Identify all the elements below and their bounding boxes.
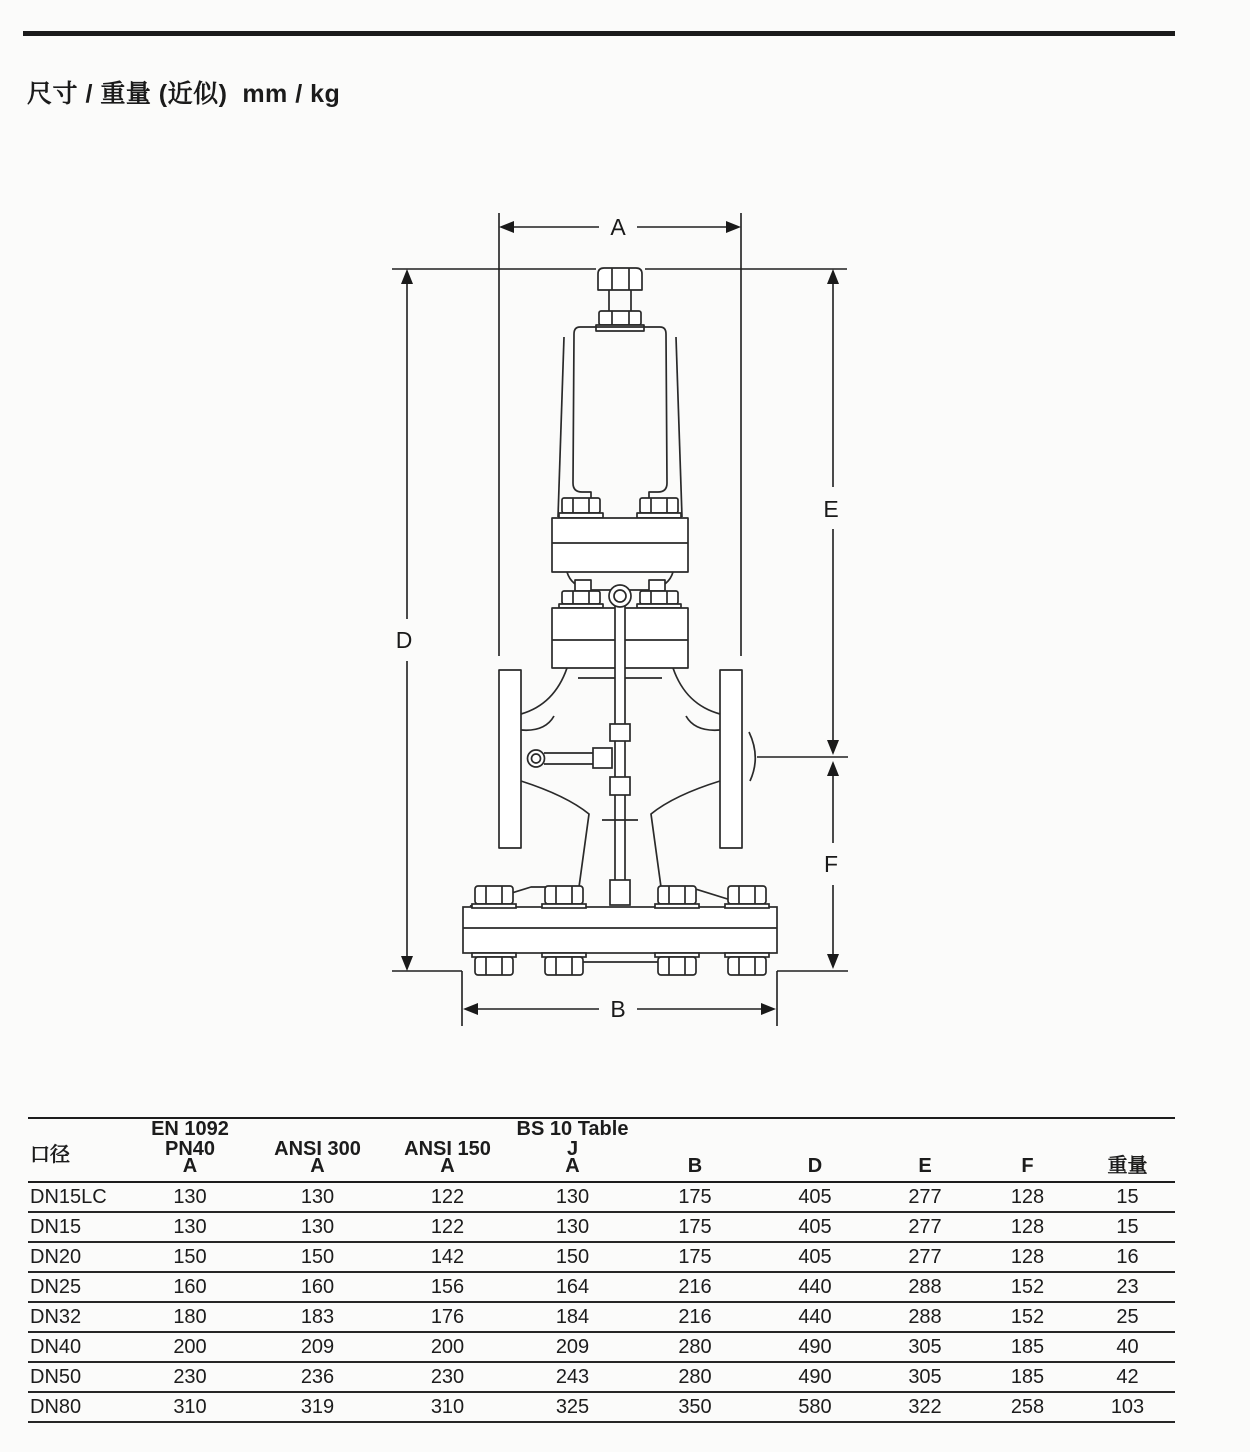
value-cell: 277 xyxy=(908,1246,942,1268)
value-cell: 209 xyxy=(555,1336,590,1358)
value-cell: 128 xyxy=(1010,1186,1045,1208)
value-cell: 243 xyxy=(555,1366,590,1388)
value-cell: 175 xyxy=(678,1246,712,1268)
size-cell: DN80 xyxy=(30,1396,82,1418)
value-cell: 15 xyxy=(1116,1186,1139,1208)
value-cell: 160 xyxy=(173,1276,207,1298)
value-cell: 209 xyxy=(300,1336,335,1358)
group-header-bs10: BS 10 Table J xyxy=(516,1118,629,1160)
size-cell: DN25 xyxy=(30,1276,82,1298)
value-cell: 305 xyxy=(908,1366,942,1388)
value-cell: 130 xyxy=(173,1216,207,1238)
table-row xyxy=(28,1303,1175,1333)
value-cell: 40 xyxy=(1116,1336,1139,1358)
value-cell: 350 xyxy=(678,1396,712,1418)
value-cell: 490 xyxy=(798,1366,832,1388)
value-cell: 150 xyxy=(173,1246,207,1268)
value-cell: 440 xyxy=(798,1306,832,1328)
value-cell: 230 xyxy=(173,1366,207,1388)
value-cell: 277 xyxy=(908,1216,942,1238)
group-header-ansi150: ANSI 150 xyxy=(404,1138,491,1160)
size-cell: DN50 xyxy=(30,1366,82,1388)
top-rule xyxy=(23,31,1175,36)
table-row xyxy=(28,1333,1175,1363)
value-cell: 236 xyxy=(300,1366,335,1388)
value-cell: 164 xyxy=(555,1276,590,1298)
size-cell: DN32 xyxy=(30,1306,82,1328)
column-header-a3: A xyxy=(440,1154,455,1177)
dimensions-table xyxy=(28,1117,1175,1423)
value-cell: 280 xyxy=(678,1336,712,1358)
value-cell: 25 xyxy=(1116,1306,1139,1328)
value-cell: 230 xyxy=(430,1366,465,1388)
value-cell: 130 xyxy=(173,1186,207,1208)
value-cell: 216 xyxy=(678,1276,712,1298)
value-cell: 176 xyxy=(430,1306,465,1328)
value-cell: 130 xyxy=(300,1216,335,1238)
value-cell: 122 xyxy=(430,1216,465,1238)
value-cell: 200 xyxy=(173,1336,207,1358)
value-cell: 152 xyxy=(1010,1276,1045,1298)
value-cell: 440 xyxy=(798,1276,832,1298)
value-cell: 319 xyxy=(300,1396,335,1418)
group-header-en1092: EN 1092 PN40 xyxy=(151,1118,229,1160)
value-cell: 325 xyxy=(555,1396,590,1418)
value-cell: 490 xyxy=(798,1336,832,1358)
table-row xyxy=(28,1273,1175,1303)
table-row xyxy=(28,1363,1175,1393)
value-cell: 142 xyxy=(430,1246,465,1268)
column-header-a4: A xyxy=(565,1154,580,1177)
dim-label-e: E xyxy=(823,496,839,522)
column-header-weight: 重量 xyxy=(1107,1154,1148,1177)
value-cell: 150 xyxy=(300,1246,335,1268)
value-cell: 580 xyxy=(798,1396,832,1418)
valve-technical-drawing xyxy=(370,195,880,1055)
column-header-e: E xyxy=(918,1154,932,1177)
value-cell: 130 xyxy=(555,1216,590,1238)
column-header-d: D xyxy=(807,1154,823,1177)
table-row xyxy=(28,1393,1175,1423)
value-cell: 160 xyxy=(300,1276,335,1298)
value-cell: 16 xyxy=(1116,1246,1139,1268)
column-header-f: F xyxy=(1021,1154,1034,1177)
value-cell: 277 xyxy=(908,1186,942,1208)
column-header-a1: A xyxy=(182,1154,198,1177)
column-header-a2: A xyxy=(310,1154,325,1177)
value-cell: 180 xyxy=(173,1306,207,1328)
size-cell: DN40 xyxy=(30,1336,82,1358)
value-cell: 130 xyxy=(555,1186,590,1208)
value-cell: 175 xyxy=(678,1216,712,1238)
value-cell: 280 xyxy=(678,1366,712,1388)
dim-label-a: A xyxy=(610,214,626,240)
page-title: 尺寸 / 重量 (近似) mm / kg xyxy=(27,79,341,108)
value-cell: 258 xyxy=(1010,1396,1045,1418)
value-cell: 310 xyxy=(173,1396,207,1418)
group-header-ansi300: ANSI 300 xyxy=(274,1138,361,1160)
dim-label-b: B xyxy=(610,996,626,1022)
value-cell: 150 xyxy=(555,1246,590,1268)
column-header-b: B xyxy=(687,1154,703,1177)
value-cell: 103 xyxy=(1110,1396,1145,1418)
dim-label-d: D xyxy=(395,627,413,653)
value-cell: 42 xyxy=(1116,1366,1139,1388)
value-cell: 15 xyxy=(1116,1216,1139,1238)
value-cell: 200 xyxy=(430,1336,465,1358)
value-cell: 405 xyxy=(798,1216,832,1238)
value-cell: 216 xyxy=(678,1306,712,1328)
value-cell: 183 xyxy=(300,1306,335,1328)
table-body xyxy=(28,1183,1175,1423)
size-cell: DN15 xyxy=(30,1216,82,1238)
value-cell: 23 xyxy=(1116,1276,1139,1298)
value-cell: 184 xyxy=(555,1306,590,1328)
value-cell: 185 xyxy=(1010,1336,1045,1358)
value-cell: 156 xyxy=(430,1276,465,1298)
table-header xyxy=(28,1119,1175,1183)
value-cell: 128 xyxy=(1010,1216,1045,1238)
value-cell: 322 xyxy=(908,1396,942,1418)
value-cell: 175 xyxy=(678,1186,712,1208)
value-cell: 288 xyxy=(908,1306,942,1328)
value-cell: 122 xyxy=(430,1186,465,1208)
size-cell: DN15LC xyxy=(30,1186,107,1208)
value-cell: 405 xyxy=(798,1246,832,1268)
value-cell: 305 xyxy=(908,1336,942,1358)
table-row xyxy=(28,1213,1175,1243)
value-cell: 152 xyxy=(1010,1306,1045,1328)
value-cell: 130 xyxy=(300,1186,335,1208)
value-cell: 288 xyxy=(908,1276,942,1298)
value-cell: 310 xyxy=(430,1396,465,1418)
table-row xyxy=(28,1183,1175,1213)
value-cell: 128 xyxy=(1010,1246,1045,1268)
value-cell: 405 xyxy=(798,1186,832,1208)
table-row xyxy=(28,1243,1175,1273)
size-cell: DN20 xyxy=(30,1246,82,1268)
value-cell: 185 xyxy=(1010,1366,1045,1388)
column-header-size: 口径 xyxy=(30,1143,70,1166)
dim-label-f: F xyxy=(823,851,839,877)
